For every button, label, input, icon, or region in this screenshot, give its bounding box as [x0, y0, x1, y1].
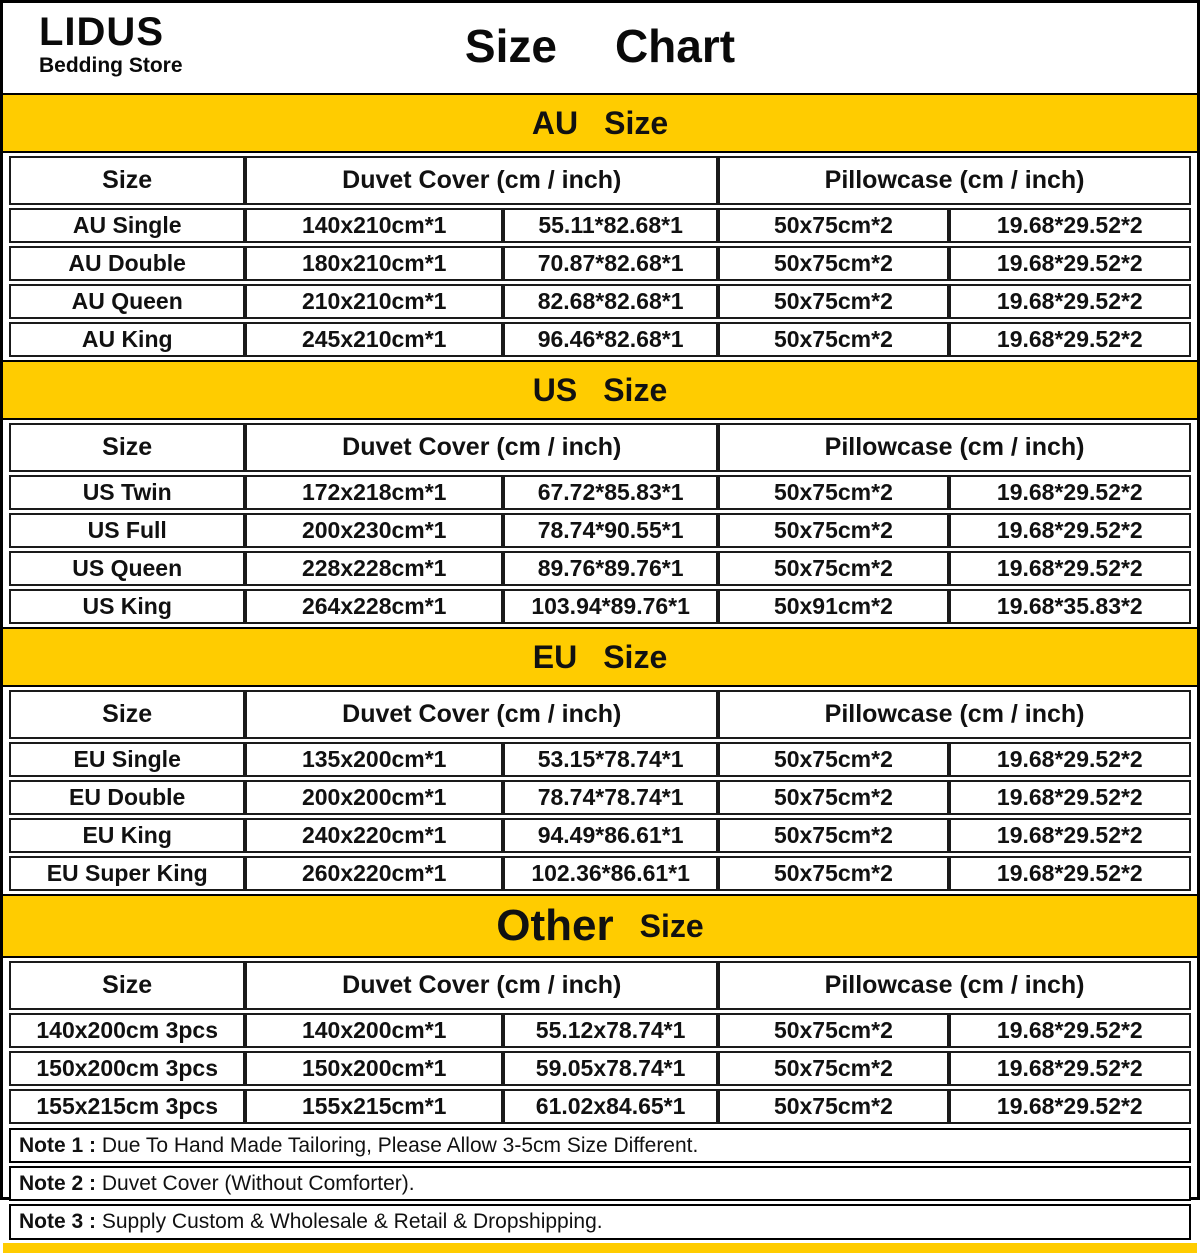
column-header-size: Size	[9, 156, 245, 205]
cell-duvet-cm: 260x220cm*1	[245, 856, 503, 891]
note-3-text: Supply Custom & Wholesale & Retail & Dropshipping.	[101, 1210, 603, 1234]
note-2-text: Duvet Cover (Without Comforter).	[101, 1172, 415, 1196]
other-size-table	[9, 958, 1191, 1127]
cell-size: EU Super King	[9, 856, 245, 891]
column-header-pillow: Pillowcase (cm / inch)	[718, 690, 1191, 739]
column-header-pillow: Pillowcase (cm / inch)	[718, 961, 1191, 1010]
table-row	[9, 589, 1191, 624]
band-region-label: US	[532, 371, 578, 408]
cell-pillow-inch: 19.68*29.52*2	[949, 551, 1191, 586]
cell-pillow-inch: 19.68*35.83*2	[949, 589, 1191, 624]
cell-duvet-cm: 240x220cm*1	[245, 818, 503, 853]
cell-pillow-inch: 19.68*29.52*2	[949, 856, 1191, 891]
column-header-pillow: Pillowcase (cm / inch)	[718, 156, 1191, 205]
table-row	[9, 551, 1191, 586]
cell-duvet-cm: 210x210cm*1	[245, 284, 503, 319]
note-1-text: Due To Hand Made Tailoring, Please Allow 3-5cm Size Different.	[101, 1134, 699, 1157]
cell-pillow-inch: 19.68*29.52*2	[949, 284, 1191, 319]
cell-pillow-inch: 19.68*29.52*2	[949, 208, 1191, 243]
eu-size-table	[9, 687, 1191, 894]
cell-pillow-inch: 19.68*29.52*2	[949, 322, 1191, 357]
table-row	[9, 856, 1191, 891]
cell-pillow-cm: 50x75cm*2	[718, 284, 948, 319]
cell-pillow-cm: 50x75cm*2	[718, 322, 948, 357]
cell-pillow-cm: 50x75cm*2	[718, 513, 948, 548]
cell-duvet-cm: 264x228cm*1	[245, 589, 503, 624]
cell-size: 155x215cm 3pcs	[9, 1089, 245, 1124]
note-1	[9, 1128, 1191, 1163]
cell-duvet-cm: 140x200cm*1	[245, 1013, 503, 1048]
cell-pillow-cm: 50x75cm*2	[718, 1089, 948, 1124]
cell-pillow-cm: 50x75cm*2	[718, 856, 948, 891]
cell-duvet-cm: 140x210cm*1	[245, 208, 503, 243]
note-3-label: Note 3 :	[19, 1210, 97, 1234]
cell-pillow-cm: 50x75cm*2	[718, 246, 948, 281]
column-header-duvet: Duvet Cover (cm / inch)	[245, 690, 718, 739]
bottom-yellow-strip	[3, 1243, 1197, 1253]
cell-duvet-inch: 70.87*82.68*1	[503, 246, 718, 281]
table-row	[9, 513, 1191, 548]
section-band-eu	[3, 627, 1197, 687]
cell-duvet-cm: 245x210cm*1	[245, 322, 503, 357]
cell-size: AU Single	[9, 208, 245, 243]
cell-duvet-inch: 103.94*89.76*1	[503, 589, 718, 624]
brand-logo	[39, 11, 183, 78]
cell-size: 140x200cm 3pcs	[9, 1013, 245, 1048]
cell-pillow-inch: 19.68*29.52*2	[949, 1013, 1191, 1048]
table-row	[9, 475, 1191, 510]
table-row	[9, 246, 1191, 281]
column-header-duvet: Duvet Cover (cm / inch)	[245, 423, 718, 472]
brand-name: LIDUS	[39, 10, 164, 54]
cell-duvet-cm: 150x200cm*1	[245, 1051, 503, 1086]
cell-size: EU Single	[9, 742, 245, 777]
cell-pillow-cm: 50x75cm*2	[718, 780, 948, 815]
section-other	[3, 894, 1197, 1127]
section-au	[3, 93, 1197, 360]
notes-section	[9, 1128, 1191, 1243]
band-size-label: Size	[639, 907, 704, 944]
table-header-row	[9, 961, 1191, 1010]
cell-duvet-cm: 135x200cm*1	[245, 742, 503, 777]
column-header-duvet: Duvet Cover (cm / inch)	[245, 156, 718, 205]
note-2-label: Note 2 :	[19, 1172, 97, 1196]
section-band-other	[3, 894, 1197, 958]
column-header-size: Size	[9, 423, 245, 472]
cell-pillow-cm: 50x75cm*2	[718, 742, 948, 777]
cell-duvet-cm: 172x218cm*1	[245, 475, 503, 510]
cell-size: US Twin	[9, 475, 245, 510]
cell-pillow-cm: 50x75cm*2	[718, 1051, 948, 1086]
page-title-word-chart: Chart	[614, 20, 736, 72]
band-size-label: Size	[604, 104, 669, 141]
cell-pillow-inch: 19.68*29.52*2	[949, 780, 1191, 815]
au-size-table	[9, 153, 1191, 360]
table-row	[9, 742, 1191, 777]
band-size-label: Size	[603, 371, 668, 408]
cell-pillow-cm: 50x75cm*2	[718, 208, 948, 243]
table-row	[9, 1013, 1191, 1048]
band-size-label: Size	[603, 638, 668, 675]
column-header-size: Size	[9, 961, 245, 1010]
cell-duvet-cm: 155x215cm*1	[245, 1089, 503, 1124]
column-header-duvet: Duvet Cover (cm / inch)	[245, 961, 718, 1010]
cell-duvet-inch: 96.46*82.68*1	[503, 322, 718, 357]
cell-duvet-inch: 55.12x78.74*1	[503, 1013, 718, 1048]
table-header-row	[9, 690, 1191, 739]
us-size-table	[9, 420, 1191, 627]
cell-duvet-inch: 59.05x78.74*1	[503, 1051, 718, 1086]
cell-duvet-inch: 67.72*85.83*1	[503, 475, 718, 510]
column-header-size: Size	[9, 690, 245, 739]
table-header-row	[9, 423, 1191, 472]
cell-duvet-inch: 89.76*89.76*1	[503, 551, 718, 586]
table-row	[9, 284, 1191, 319]
cell-size: AU Queen	[9, 284, 245, 319]
note-1-label: Note 1 :	[19, 1134, 97, 1157]
table-row	[9, 780, 1191, 815]
cell-duvet-inch: 78.74*78.74*1	[503, 780, 718, 815]
cell-duvet-inch: 78.74*90.55*1	[503, 513, 718, 548]
table-row	[9, 818, 1191, 853]
cell-pillow-cm: 50x75cm*2	[718, 551, 948, 586]
section-band-au	[3, 93, 1197, 153]
cell-duvet-cm: 200x200cm*1	[245, 780, 503, 815]
cell-size: US Queen	[9, 551, 245, 586]
cell-duvet-inch: 53.15*78.74*1	[503, 742, 718, 777]
section-eu	[3, 627, 1197, 894]
column-header-pillow: Pillowcase (cm / inch)	[718, 423, 1191, 472]
page-title-word-size: Size	[464, 20, 557, 72]
cell-pillow-inch: 19.68*29.52*2	[949, 818, 1191, 853]
table-row	[9, 1051, 1191, 1086]
note-2	[9, 1166, 1191, 1201]
cell-pillow-inch: 19.68*29.52*2	[949, 475, 1191, 510]
cell-size: EU King	[9, 818, 245, 853]
cell-size: 150x200cm 3pcs	[9, 1051, 245, 1086]
cell-size: AU King	[9, 322, 245, 357]
section-us	[3, 360, 1197, 627]
cell-size: EU Double	[9, 780, 245, 815]
cell-pillow-inch: 19.68*29.52*2	[949, 1051, 1191, 1086]
cell-size: AU Double	[9, 246, 245, 281]
cell-duvet-cm: 180x210cm*1	[245, 246, 503, 281]
cell-pillow-cm: 50x75cm*2	[718, 1013, 948, 1048]
cell-pillow-inch: 19.68*29.52*2	[949, 742, 1191, 777]
table-header-row	[9, 156, 1191, 205]
section-band-us	[3, 360, 1197, 420]
cell-duvet-cm: 200x230cm*1	[245, 513, 503, 548]
band-region-label: Other	[496, 901, 614, 950]
brand-subtitle: Bedding Store	[39, 54, 183, 77]
table-row	[9, 322, 1191, 357]
cell-duvet-cm: 228x228cm*1	[245, 551, 503, 586]
cell-pillow-cm: 50x75cm*2	[718, 475, 948, 510]
table-row	[9, 208, 1191, 243]
cell-pillow-inch: 19.68*29.52*2	[949, 246, 1191, 281]
band-region-label: AU	[531, 104, 579, 141]
cell-duvet-inch: 94.49*86.61*1	[503, 818, 718, 853]
cell-size: US King	[9, 589, 245, 624]
cell-pillow-cm: 50x91cm*2	[718, 589, 948, 624]
cell-duvet-inch: 102.36*86.61*1	[503, 856, 718, 891]
cell-duvet-inch: 55.11*82.68*1	[503, 208, 718, 243]
page-header	[3, 3, 1197, 93]
cell-duvet-inch: 82.68*82.68*1	[503, 284, 718, 319]
cell-duvet-inch: 61.02x84.65*1	[503, 1089, 718, 1124]
cell-pillow-cm: 50x75cm*2	[718, 818, 948, 853]
table-row	[9, 1089, 1191, 1124]
cell-size: US Full	[9, 513, 245, 548]
note-3	[9, 1204, 1191, 1239]
cell-pillow-inch: 19.68*29.52*2	[949, 1089, 1191, 1124]
band-region-label: EU	[532, 638, 578, 675]
cell-pillow-inch: 19.68*29.52*2	[949, 513, 1191, 548]
